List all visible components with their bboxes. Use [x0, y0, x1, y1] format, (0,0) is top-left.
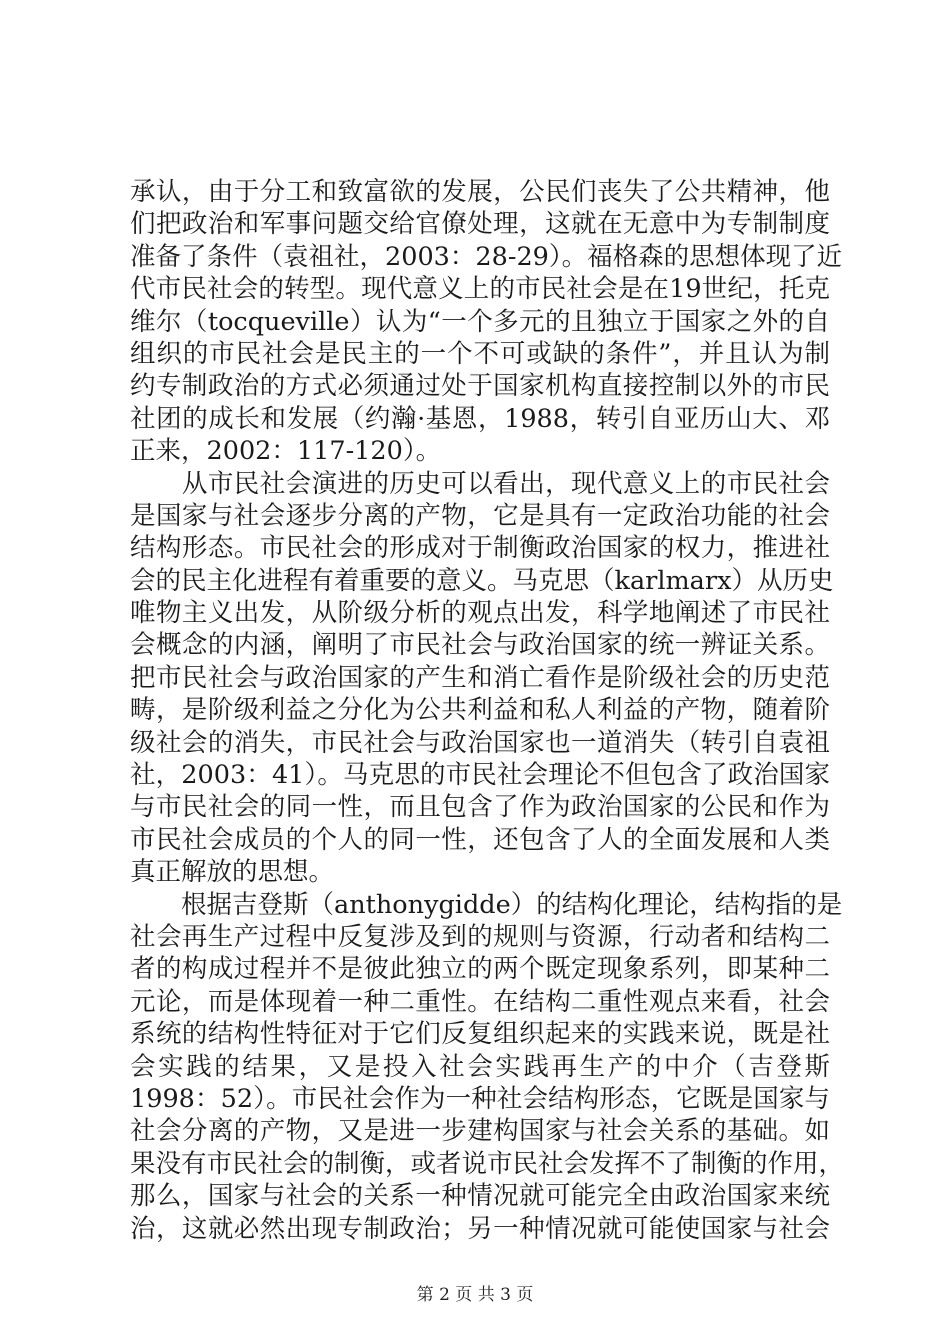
text-line: 正来，2002：117-120）。 [130, 436, 442, 467]
text-line: 治，这就必然出现专制政治；另一种情况就可能使国家与社会 [130, 1213, 830, 1244]
text-line: 们把政治和军事问题交给官僚处理，这就在无意中为专制制度 [130, 209, 830, 240]
body-text [130, 176, 845, 1245]
text-line: 系统的结构性特征对于它们反复组织起来的实践来说，既是社 [130, 1019, 830, 1050]
text-line: 会概念的内涵，阐明了市民社会与政治国家的统一辨证关系。 [130, 630, 830, 661]
page-number-footer: 第 2 页 共 3 页 [416, 1285, 534, 1305]
text-line: 把市民社会与政治国家的产生和消亡看作是阶级社会的历史范 [130, 662, 830, 693]
text-line: 约专制政治的方式必须通过处于国家机构直接控制以外的市民 [130, 371, 830, 402]
text-line: 会实践的结果，又是投入社会实践再生产的中介（吉登斯 [130, 1051, 830, 1082]
text-line: 承认，由于分工和致富欲的发展，公民们丧失了公共精神，他 [130, 177, 830, 207]
text-line: 维尔（tocqueville）认为“一个多元的且独立于国家之外的自 [130, 306, 830, 337]
text-line: 是国家与社会逐步分离的产物，它是具有一定政治功能的社会 [130, 500, 830, 531]
text-line: 与市民社会的同一性，而且包含了作为政治国家的公民和作为 [130, 792, 830, 823]
text-line: 结构形态。市民社会的形成对于制衡政治国家的权力，推进社 [130, 533, 830, 564]
text-line: 1998：52）。市民社会作为一种社会结构形态，它既是国家与 [130, 1083, 830, 1114]
text-line: 级社会的消失，市民社会与政治国家也一道消失（转引自袁祖 [130, 727, 830, 758]
text-line: 市民社会成员的个人的同一性，还包含了人的全面发展和人类 [130, 824, 830, 855]
text-line: 代市民社会的转型。现代意义上的市民社会是在19世纪，托克 [130, 274, 830, 305]
text-line: 那么，国家与社会的关系一种情况就可能完全由政治国家来统 [130, 1181, 830, 1212]
text-line: 社，2003：41）。马克思的市民社会理论不但包含了政治国家 [130, 760, 830, 791]
text-line: 真正解放的思想。 [130, 857, 335, 888]
text-line: 从市民社会演进的历史可以看出，现代意义上的市民社会 [130, 468, 830, 499]
text-line: 元论，而是体现着一种二重性。在结构二重性观点来看，社会 [130, 986, 830, 1017]
text-line: 会的民主化进程有着重要的意义。马克思（karlmarx）从历史 [130, 565, 834, 596]
text-line: 根据吉登斯（anthonygidde）的结构化理论，结构指的是 [130, 889, 843, 920]
text-line: 畴，是阶级利益之分化为公共利益和私人利益的产物，随着阶 [130, 695, 830, 726]
text-line: 社会分离的产物，又是进一步建构国家与社会关系的基础。如 [130, 1116, 830, 1147]
text-line: 准备了条件（袁祖社，2003：28-29）。福格森的思想体现了近 [130, 241, 843, 272]
text-line: 社团的成长和发展（约瀚·基恩，1988，转引自亚历山大、邓 [130, 403, 830, 434]
text-line: 社会再生产过程中反复涉及到的规则与资源，行动者和结构二 [130, 921, 830, 952]
text-line: 果没有市民社会的制衡，或者说市民社会发挥不了制衡的作用， [130, 1148, 845, 1179]
text-line: 唯物主义出发，从阶级分析的观点出发，科学地阐述了市民社 [130, 598, 830, 629]
text-line: 者的构成过程并不是彼此独立的两个既定现象系列，即某种二 [130, 954, 830, 985]
text-line: 组织的市民社会是民主的一个不可或缺的条件”，并且认为制 [130, 338, 830, 369]
